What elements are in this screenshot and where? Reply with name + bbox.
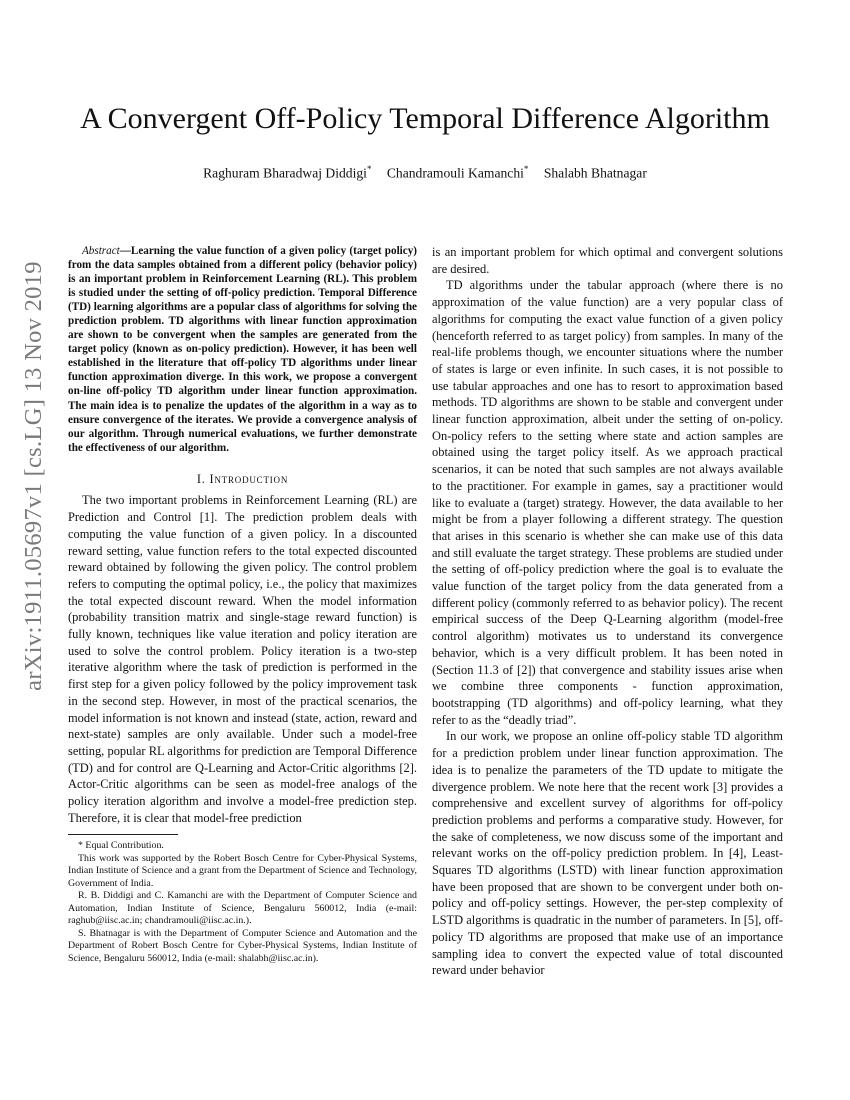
abstract-label: Abstract bbox=[82, 245, 120, 257]
right-column bbox=[432, 244, 783, 979]
footnote: This work was supported by the Robert Bosch Centre for Cyber-Physical Systems, Indian Institute of Science and a grant from the Department of Science and Technology, Government of India. bbox=[68, 852, 417, 889]
author-list bbox=[60, 164, 790, 182]
author-name: Chandramouli Kamanchi bbox=[386, 165, 524, 181]
left-column bbox=[68, 244, 417, 965]
body-paragraph: is an important problem for which optimal and convergent solutions are desired. bbox=[432, 245, 783, 276]
body-paragraph: The two important problems in Reinforcement Learning (RL) are Prediction and Control [1]. The prediction problem deals with computing the value function of a given policy. In a discounted reward setting, value function refers to the total expected discounted reward obtained by following the given policy. The control problem refers to computing the optimal policy, i.e., the policy that maximizes the total expected discount reward. When the model information (probability transition matrix and single-stage reward function) is fully known, techniques like value iteration and policy iteration are used to solve the control problem. Policy iteration is a two-step iterative algorithm where the task of prediction is performed in the first step for a given policy followed by the policy improvement task in the second step. However, in most of the practical scenarios, the model information is not known and instead (state, action, reward and next-state) samples are only available. Under such a model-free setting, popular RL algorithms for prediction are Temporal Difference (TD) and for control are Q-Learning and Actor-Critic algorithms [2]. Actor-Critic algorithms can be seen as model-free analogs of the policy iteration algorithm and involve a model-free prediction step. Therefore, it is clear that model-free prediction bbox=[68, 493, 417, 825]
paper-title: A Convergent Off-Policy Temporal Difference Algorithm bbox=[80, 102, 770, 136]
author-name: Shalabh Bhatnagar bbox=[543, 165, 647, 181]
body-paragraph: TD algorithms under the tabular approach (where there is no approximation of the value function) are a very popular class of algorithms for computing the exact value function of a given policy (henceforth referred to as target policy) from samples. In many of the real-life problems though, we encounter situations where the number of states is large or even infinite. In such cases, it is not possible to use tabular approaches and one has to resort to approximation based methods. TD algorithms are shown to be stable and convergent under linear function approximation, albeit under the setting of on-policy. On-policy refers to the setting where state and action samples are obtained using the target policy itself. As we approach practical scenarios, it can be noted that such samples are not always available to the practitioner. For example in games, say a practitioner would like to evaluate a (target) strategy. However, the data available to her might be from a player following a different strategy. The question that arises in this scenario is whether she can make use of this data and still evaluate the target strategy. These problems are studied under the setting of off-policy prediction where the goal is to evaluate the value function of the target policy from the data generated from a different policy (commonly referred to as behavior policy). The recent empirical success of the Deep Q-Learning algorithm (model-free control algorithm) motivates us to understand its convergence behavior, which is a very difficult problem. It has been noted in (Section 11.3 of [2]) that convergence and stability issues arise when we combine three components - function approximation, bootstrapping (TD algorithms) and off-policy learning, what they refer to as the “deadly triad”. bbox=[432, 278, 783, 727]
author-name: Raghuram Bharadwaj Diddigi bbox=[203, 165, 367, 181]
footnote: S. Bhatnagar is with the Department of Computer Science and Automation and the Department of Robert Bosch Centre for Cyber-Physical Systems, Indian Institute of Science, Bengaluru 560012, India (e-mail: shalabh@iisc.ac.in). bbox=[68, 927, 417, 964]
author-mark: * bbox=[366, 164, 372, 174]
abstract-text: —Learning the value function of a given policy (target policy) from the data samples obtained from a different policy (behavior policy) is an important problem in Reinforcement Learning (RL). This problem is studied under the setting of off-policy prediction. Temporal Difference (TD) learning algorithms are a popular class of algorithms for solving the prediction problem. TD algorithms with linear function approximation are shown to be convergent when the samples are generated from the target policy (known as on-policy prediction). However, it has been well established in the literature that off-policy TD algorithms under linear function approximation diverge. In this work, we propose a convergent on-line off-policy TD algorithm under linear function approximation. The main idea is to penalize the updates of the algorithm in a way as to ensure convergence of the iterates. We provide a convergence analysis of our algorithm. Through numerical evaluations, we further demonstrate the effectiveness of our algorithm. bbox=[68, 245, 417, 454]
footnote: * Equal Contribution. bbox=[78, 840, 164, 852]
arxiv-stamp bbox=[14, 261, 54, 691]
footnote-divider bbox=[68, 834, 178, 835]
section-title: Introduction bbox=[209, 471, 289, 486]
section-heading bbox=[68, 471, 417, 488]
footnote: R. B. Diddigi and C. Kamanchi are with the Department of Computer Science and Automation, Indian Institute of Science, Bengaluru 560012, India (e-mail: raghub@iisc.ac.in; chandramouli@iisc.ac.in.). bbox=[68, 890, 417, 927]
author-mark: * bbox=[523, 164, 529, 174]
section-number: I. bbox=[196, 471, 206, 486]
arxiv-stamp-text: arXiv:1911.05697v1 [cs.LG] 13 Nov 2019 bbox=[20, 261, 48, 691]
body-paragraph: In our work, we propose an online off-policy stable TD algorithm for a prediction problem under linear function approximation. The idea is to penalize the parameters of the TD update to mitigate the divergence problem. We note here that the recent work [3] provides a comprehensive and excellent survey of algorithms for off-policy prediction problems and performs a comparative study. However, for the sake of completeness, we now discuss some of the important and relevant works on the off-policy prediction problem. In [4], Least-Squares TD algorithms (LSTD) with linear function approximation have been proposed that are shown to be convergent under both on-policy and off-policy settings. However, the per-step complexity of LSTD algorithms is quadratic in the number of parameters. In [5], off-policy TD algorithms are proposed that make use of an importance sampling idea to convert the expected value of total discounted reward under behavior bbox=[432, 729, 783, 978]
abstract bbox=[68, 244, 417, 455]
footnotes bbox=[68, 840, 417, 965]
